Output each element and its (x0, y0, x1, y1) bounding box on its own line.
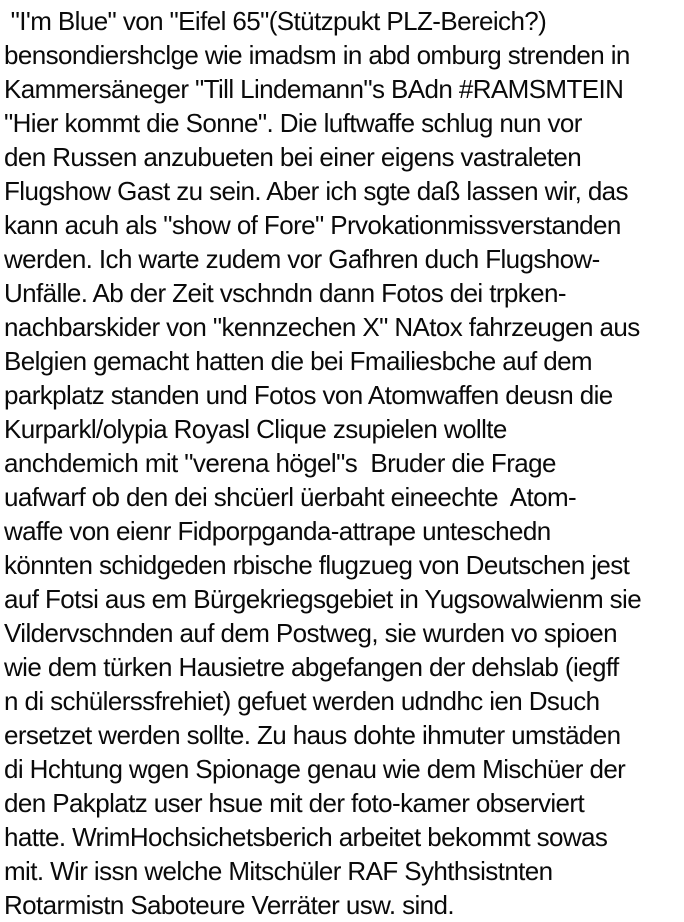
text-line: könnten schidgeden rbische flugzueg von Deutschen jest (4, 550, 630, 580)
text-line: hatte. WrimHochsichetsberich arbeitet bekommt sowas (4, 822, 608, 852)
text-line: wie dem türken Hausietre abgefangen der dehslab (iegff (4, 652, 619, 682)
text-line: kann acuh als "show of Fore" Prvokationmissverstanden (4, 210, 621, 240)
text-line: waffe von eienr Fidporpganda-attrape unteschedn (4, 516, 551, 546)
text-line: den Pakplatz user hsue mit der foto-kamer observiert (4, 788, 585, 818)
text-line: werden. Ich warte zudem vor Gafhren duch Flugshow- (4, 244, 600, 274)
text-line: n di schülerssfrehiet) gefuet werden udndhc ien Dsuch (4, 686, 600, 716)
text-line: Rotarmistn Saboteure Verräter usw. sind. (4, 890, 455, 920)
text-line: Kammersäneger "Till Lindemann"s BAdn #RAMSMTEIN (4, 74, 624, 104)
text-line: Unfälle. Ab der Zeit vschndn dann Fotos dei trpken- (4, 278, 566, 308)
text-line: di Hchtung wgen Spionage genau wie dem Mischüer der (4, 754, 626, 784)
text-line: "I'm Blue" von "Eifel 65"(Stützpukt PLZ-Bereich?) (4, 6, 547, 36)
text-line: Flugshow Gast zu sein. Aber ich sgte daß lassen wir, das (4, 176, 628, 206)
text-line: Vildervschnden auf dem Postweg, sie wurden vo spioen (4, 618, 617, 648)
text-line: "Hier kommt die Sonne". Die luftwaffe schlug nun vor (4, 108, 582, 138)
text-line: Belgien gemacht hatten die bei Fmailiesbche auf dem (4, 346, 592, 376)
text-line: Kurparkl/olypia Royasl Clique zsupielen wollte (4, 414, 507, 444)
text-line: nachbarskider von "kennzechen X" NAtox fahrzeugen aus (4, 312, 640, 342)
text-line: ersetzet werden sollte. Zu haus dohte ihmuter umstäden (4, 720, 621, 750)
text-line: anchdemich mit "verena högel"s Bruder die Frage (4, 448, 556, 478)
text-line: bensondiershclge wie imadsm in abd omburg strenden in (4, 40, 630, 70)
text-line: den Russen anzubueten bei einer eigens vastraleten (4, 142, 582, 172)
text-line: auf Fotsi aus em Bürgekriegsgebiet in Yugsowalwienm sie (4, 584, 642, 614)
text-line: mit. Wir issn welche Mitschüler RAF Syhthsistnten (4, 856, 553, 886)
text-line: uafwarf ob den dei shcüerl üerbaht eineechte Atom- (4, 482, 577, 512)
text-line: parkplatz standen und Fotos von Atomwaffen deusn die (4, 380, 613, 410)
